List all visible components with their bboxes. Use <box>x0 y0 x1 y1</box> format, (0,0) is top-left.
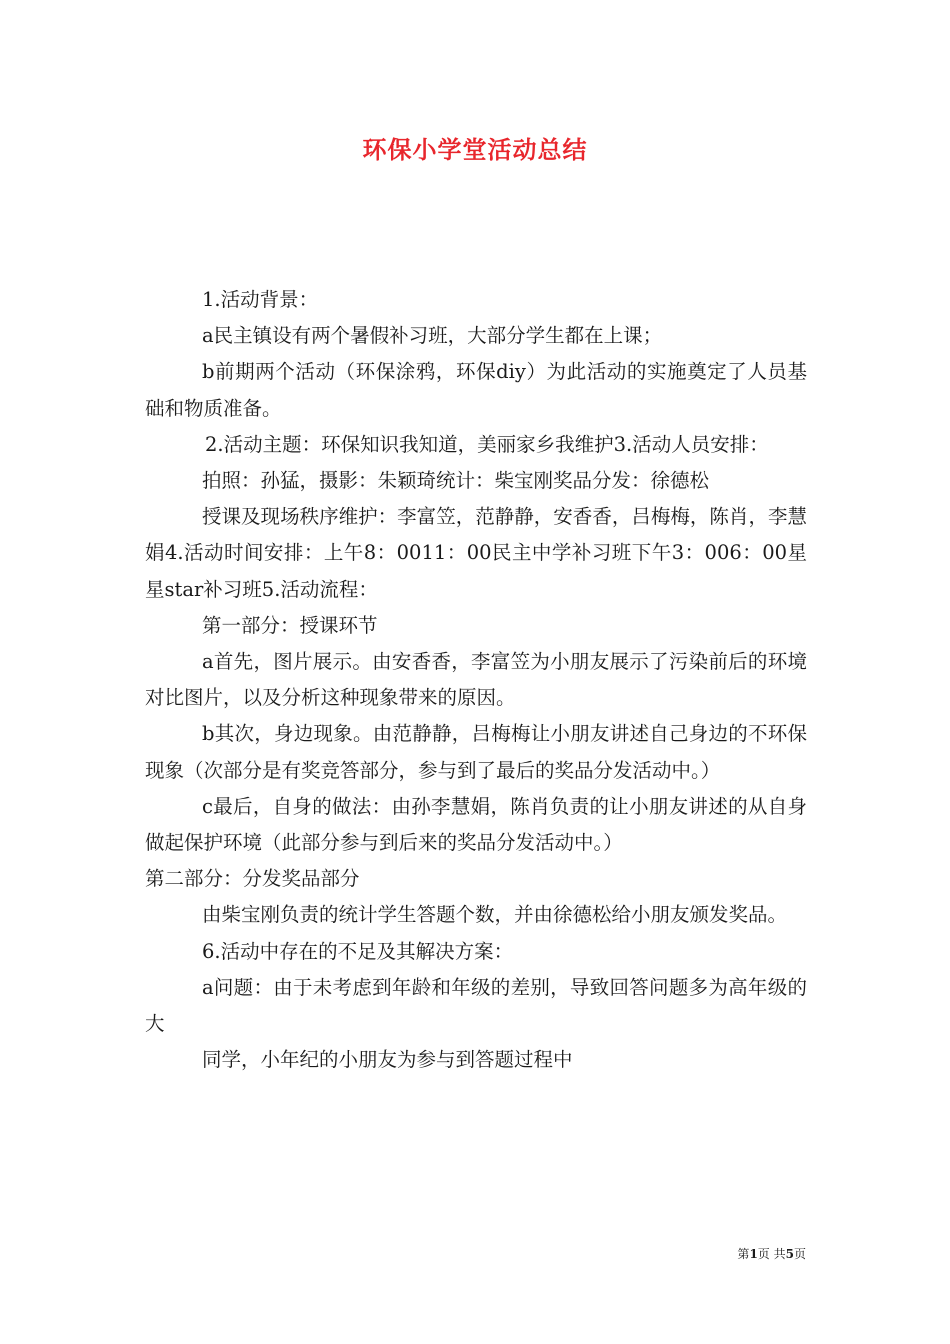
page-footer <box>737 1246 806 1262</box>
subheading-part-two: 第二部分：分发奖品部分 <box>145 867 360 891</box>
paragraph-part-two: 由柴宝刚负责的统计学生答题个数，并由徐德松给小朋友颁发奖品。 <box>202 903 788 927</box>
paragraph-theme-and-staff: 2.活动主题：环保知识我知道，美丽家乡我维护3.活动人员安排： <box>205 432 769 456</box>
section-heading-problems: 6.活动中存在的不足及其解决方案： <box>202 939 514 963</box>
paragraph-background-a: a民主镇设有两个暑假补习班，大部分学生都在上课； <box>202 324 663 348</box>
paragraph-staff-roles: 拍照：孙猛，摄影：朱颖琦统计：柴宝刚奖品分发：徐德松 <box>202 469 710 493</box>
subheading-part-one: 第一部分：授课环节 <box>202 613 378 637</box>
paragraph-part-one-a: a首先，图片展示。由安香香，李富笠为小朋友展示了污染前后的环境对比图片，以及分析这种现象带来的原因。 <box>145 650 807 710</box>
footer-prefix: 第 <box>737 1247 750 1261</box>
section-heading-background: 1.活动背景： <box>202 288 319 311</box>
footer-middle: 页 共 <box>757 1247 786 1261</box>
paragraph-problem-a: a问题：由于未考虑到年龄和年级的差别，导致回答问题多为高年级的大 <box>145 975 807 1036</box>
document-title: 环保小学堂活动总结 <box>362 135 588 164</box>
paragraph-problem-a-cont: 同学，小年纪的小朋友为参与到答题过程中 <box>202 1048 573 1072</box>
total-pages-number: 5 <box>785 1247 794 1261</box>
current-page-number: 1 <box>749 1247 758 1261</box>
paragraph-part-one-b: b其次，身边现象。由范静静，吕梅梅让小朋友讲述自己身边的不环保现象（次部分是有奖竞答部分，参与到了最后的奖品分发活动中。） <box>145 722 807 782</box>
footer-suffix: 页 <box>793 1247 806 1261</box>
paragraph-part-one-c: c最后，自身的做法：由孙李慧娟，陈肖负责的让小朋友讲述的从自身做起保护环境（此部分参与到后来的奖品分发活动中。） <box>145 794 807 855</box>
paragraph-background-b: b前期两个活动（环保涂鸦，环保diy）为此活动的实施奠定了人员基础和物质准备。 <box>145 360 807 420</box>
document-body <box>145 282 807 1078</box>
paragraph-staff-schedule: 授课及现场秩序维护：李富笠，范静静，安香香，吕梅梅，陈肖，李慧娟4.活动时间安排：上午8：0011：00民主中学补习班下午3：006：00星星star补习班5.活动流程： <box>145 505 807 601</box>
